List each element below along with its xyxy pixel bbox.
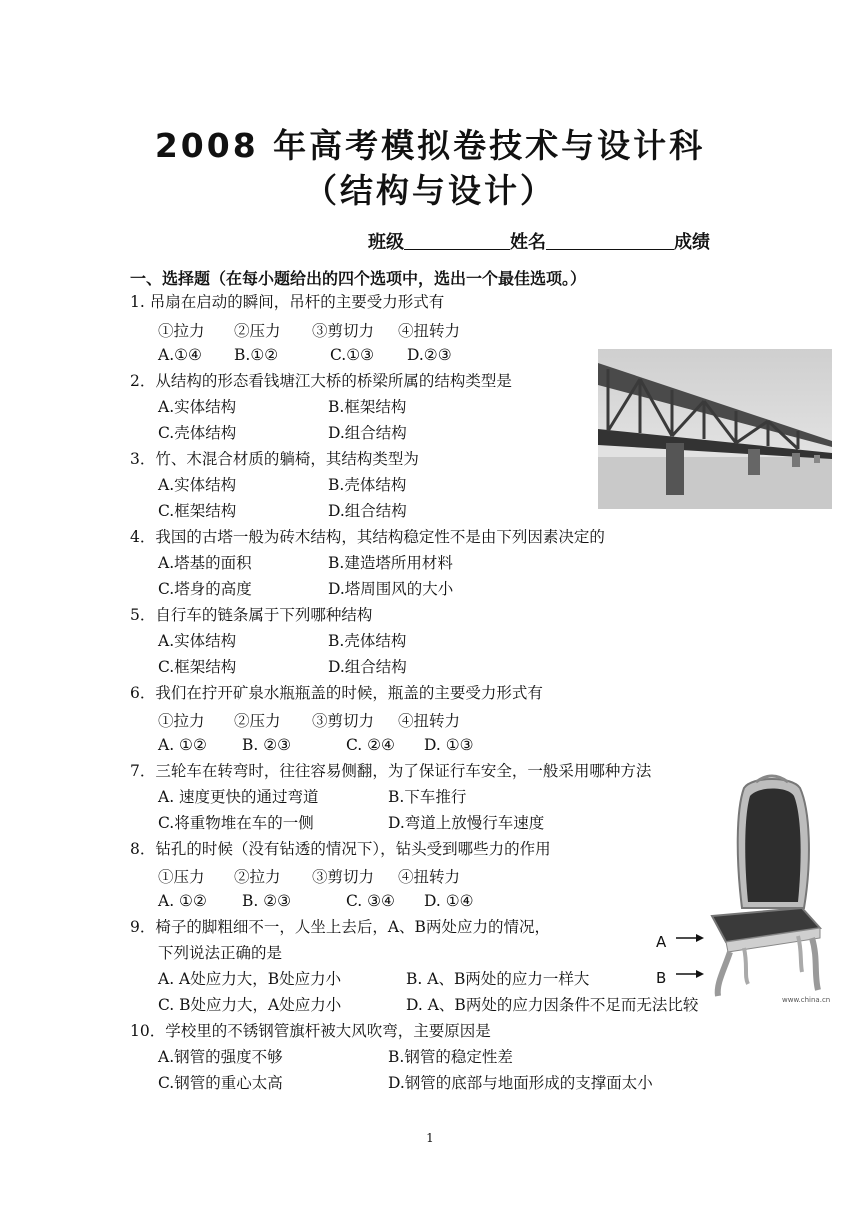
force-item: ②压力 bbox=[234, 322, 281, 340]
force-item: ②拉力 bbox=[234, 868, 281, 886]
option[interactable]: C. ③④ bbox=[346, 892, 395, 910]
question-stem: 7．三轮车在转弯时，往往容易侧翻，为了保证行车安全，一般采用哪种方法 bbox=[130, 762, 652, 780]
chair-watermark: www.china.cn bbox=[782, 996, 831, 1004]
question-stem: 9．椅子的脚粗细不一，人坐上去后，A、B两处应力的情况， bbox=[130, 918, 550, 936]
option[interactable]: D. ①③ bbox=[424, 736, 474, 754]
option[interactable]: B.钢管的稳定性差 bbox=[388, 1048, 513, 1066]
option[interactable]: D. ①④ bbox=[424, 892, 474, 910]
option[interactable]: B.壳体结构 bbox=[328, 476, 407, 494]
force-item: ④扭转力 bbox=[398, 712, 461, 730]
question-stem: 8．钻孔的时候（没有钻透的情况下），钻头受到哪些力的作用 bbox=[130, 840, 551, 858]
force-item: ①拉力 bbox=[158, 322, 205, 340]
option[interactable]: C.将重物堆在车的一侧 bbox=[158, 814, 314, 832]
option[interactable]: B.壳体结构 bbox=[328, 632, 407, 650]
force-item: ④扭转力 bbox=[398, 322, 461, 340]
option[interactable]: D.钢管的底部与地面形成的支撑面太小 bbox=[388, 1074, 653, 1092]
option[interactable]: D.组合结构 bbox=[328, 502, 407, 520]
option[interactable]: A. A处应力大，B处应力小 bbox=[158, 970, 342, 988]
option[interactable]: A.钢管的强度不够 bbox=[158, 1048, 283, 1066]
force-item: ②压力 bbox=[234, 712, 281, 730]
page-number: 1 bbox=[426, 1131, 434, 1145]
question-stem: 4．我国的古塔一般为砖木结构，其结构稳定性不是由下列因素决定的 bbox=[130, 528, 605, 546]
force-item: ③剪切力 bbox=[312, 868, 375, 886]
option[interactable]: C.壳体结构 bbox=[158, 424, 237, 442]
option[interactable]: A. 速度更快的通过弯道 bbox=[158, 788, 319, 806]
option[interactable]: C. ②④ bbox=[346, 736, 395, 754]
option[interactable]: C.框架结构 bbox=[158, 502, 237, 520]
student-info-line bbox=[368, 228, 710, 254]
option[interactable]: A.实体结构 bbox=[158, 476, 237, 494]
option[interactable]: B.框架结构 bbox=[328, 398, 407, 416]
option[interactable]: C.钢管的重心太高 bbox=[158, 1074, 283, 1092]
question-stem: 2．从结构的形态看钱塘江大桥的桥梁所属的结构类型是 bbox=[130, 372, 512, 390]
option[interactable]: A.实体结构 bbox=[158, 398, 237, 416]
name-blank[interactable] bbox=[546, 231, 674, 250]
force-item: ①拉力 bbox=[158, 712, 205, 730]
option[interactable]: C.框架结构 bbox=[158, 658, 237, 676]
option[interactable]: A.实体结构 bbox=[158, 632, 237, 650]
option[interactable]: A. ①② bbox=[158, 736, 207, 754]
option[interactable]: D.塔周围风的大小 bbox=[328, 580, 454, 598]
class-label: 班级 bbox=[368, 232, 404, 253]
exam-title: 2008 年高考模拟卷技术与设计科 bbox=[154, 126, 706, 165]
option[interactable]: C.塔身的高度 bbox=[158, 580, 252, 598]
force-item: ①压力 bbox=[158, 868, 205, 886]
option[interactable]: D.②③ bbox=[407, 346, 452, 364]
option[interactable]: B. ②③ bbox=[242, 892, 292, 910]
question-stem: 1. 吊扇在启动的瞬间，吊杆的主要受力形式有 bbox=[130, 293, 445, 311]
option[interactable]: D.弯道上放慢行车速度 bbox=[388, 814, 545, 832]
option[interactable]: D.组合结构 bbox=[328, 424, 407, 442]
force-item: ③剪切力 bbox=[312, 712, 375, 730]
exam-subtitle: （结构与设计） bbox=[304, 171, 556, 210]
option[interactable]: C. B处应力大，A处应力小 bbox=[158, 996, 342, 1014]
bridge-photo bbox=[598, 349, 832, 509]
question-stem-continued: 下列说法正确的是 bbox=[158, 944, 283, 962]
question-stem: 6．我们在拧开矿泉水瓶瓶盖的时候，瓶盖的主要受力形式有 bbox=[130, 684, 543, 702]
question-stem: 5．自行车的链条属于下列哪种结构 bbox=[130, 606, 373, 624]
label-b: B bbox=[656, 969, 667, 987]
option[interactable]: D. A、B两处的应力因条件不足而无法比较 bbox=[406, 996, 699, 1014]
option[interactable]: A. ①② bbox=[158, 892, 207, 910]
option[interactable]: D.组合结构 bbox=[328, 658, 407, 676]
option[interactable]: B. ②③ bbox=[242, 736, 292, 754]
option[interactable]: B.①② bbox=[234, 346, 279, 364]
option[interactable]: B.建造塔所用材料 bbox=[328, 554, 453, 572]
option[interactable]: B. A、B两处的应力一样大 bbox=[406, 970, 590, 988]
score-label: 成绩 bbox=[674, 232, 710, 253]
option[interactable]: C.①③ bbox=[330, 346, 375, 364]
name-label: 姓名 bbox=[510, 232, 546, 253]
option[interactable]: A.①④ bbox=[158, 346, 202, 364]
label-a: A bbox=[656, 933, 667, 951]
force-item: ④扭转力 bbox=[398, 868, 461, 886]
force-item: ③剪切力 bbox=[312, 322, 375, 340]
class-blank[interactable] bbox=[404, 231, 510, 250]
question-stem: 3．竹、木混合材质的躺椅，其结构类型为 bbox=[130, 450, 419, 468]
option[interactable]: B.下车推行 bbox=[388, 788, 467, 806]
option[interactable]: A.塔基的面积 bbox=[158, 554, 252, 572]
chair-photo bbox=[652, 770, 832, 1010]
section-title: 一、选择题（在每小题给出的四个选项中，选出一个最佳选项。） bbox=[130, 269, 587, 288]
question-stem: 10．学校里的不锈钢管旗杆被大风吹弯，主要原因是 bbox=[130, 1022, 491, 1040]
